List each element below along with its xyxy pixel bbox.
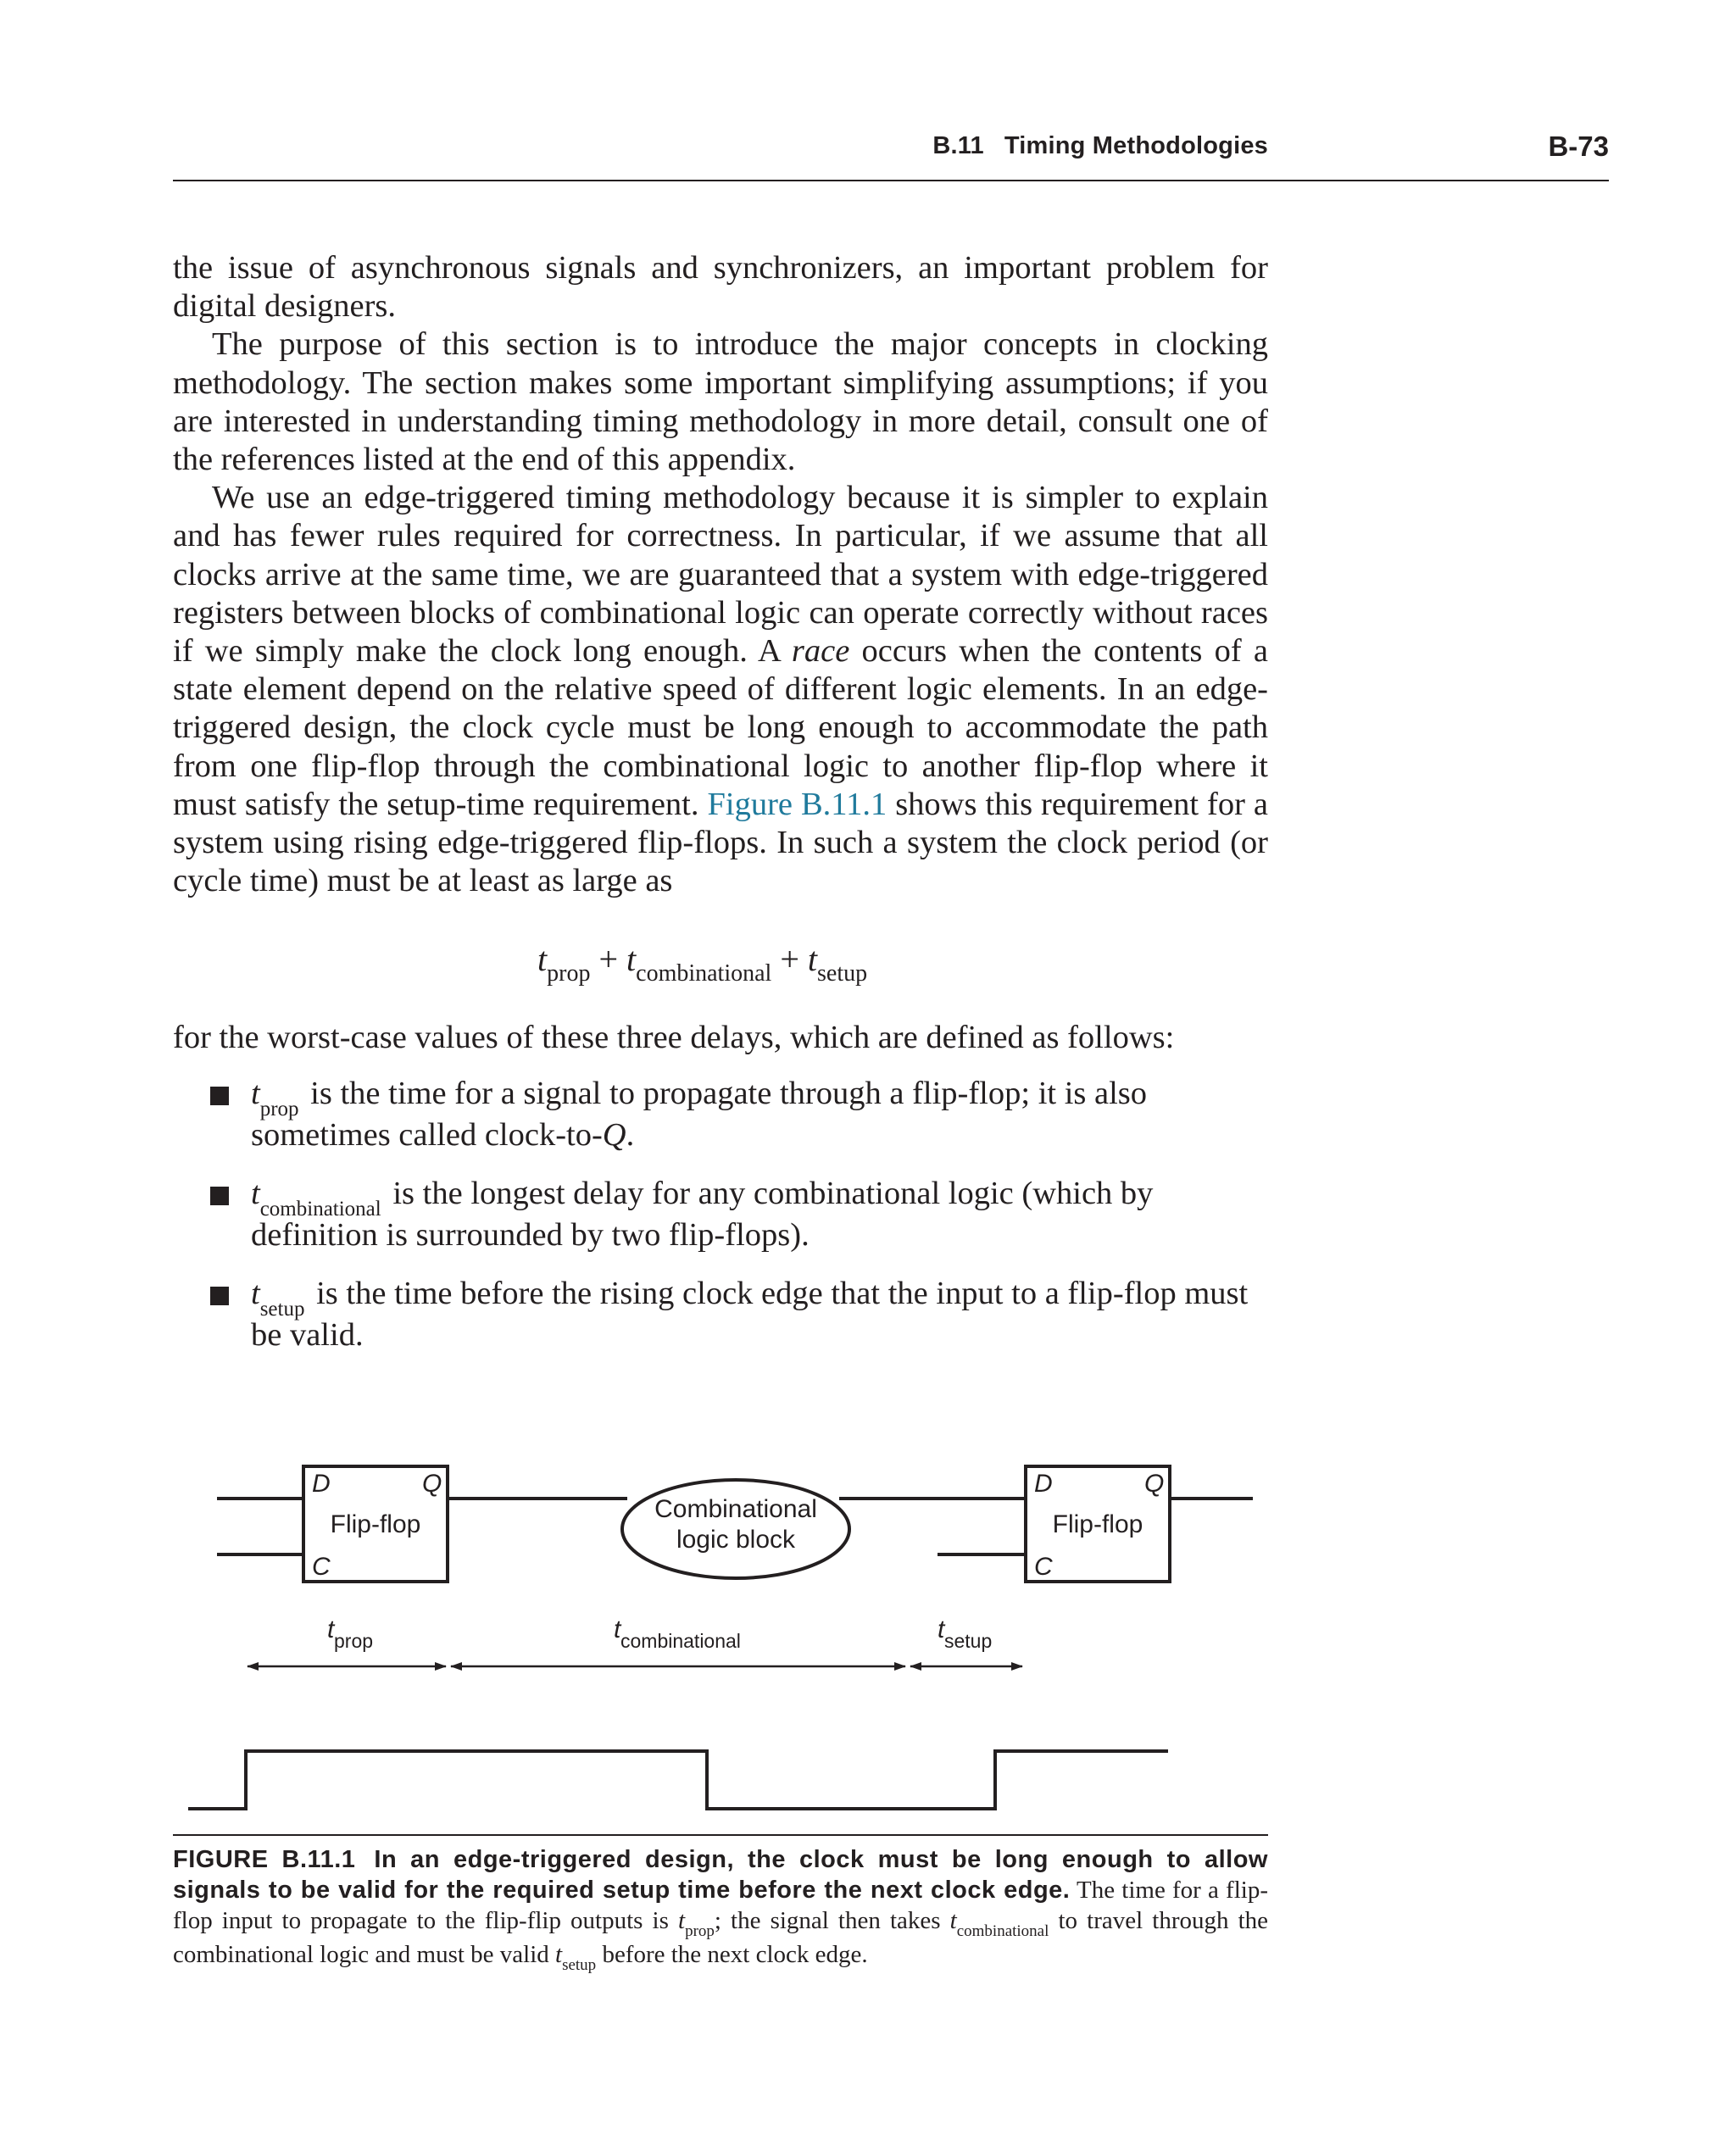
equation-plus-2: + — [780, 940, 799, 978]
equation-t-comb: t — [626, 940, 637, 978]
header-rule — [173, 180, 1609, 181]
logic-block-ellipse — [622, 1480, 849, 1578]
t-combinational-label-sub: combinational — [620, 1630, 741, 1652]
paragraph-3-text-b: occurs when the contents of a state element depend on the relative speed of different logic elements. In an edge-triggered design, the clock cycle must be long enough to accommodate the path from one flip-flop through the combinational logic to another flip-flop where it must satisfy the setup-time requirement. — [173, 633, 1268, 822]
bullet-text: is the longest delay for any combinational logic (which by definition is surrounded by two flip-flops). — [251, 1176, 1154, 1253]
paragraph-4: for the worst-case values of these three delays, which are defined as follows: — [173, 1020, 1175, 1055]
caption-figure-number: FIGURE B.11.1 — [173, 1846, 356, 1873]
caption-text-a: The time for a flip-flop input to propagate to the flip-flip outputs is — [173, 1877, 1268, 1934]
t-combinational-label-t: t — [614, 1615, 621, 1643]
caption-text-b: ; the signal then takes — [714, 1907, 950, 1934]
t-prop-label-t: t — [327, 1615, 335, 1643]
bullet-text: is the time for a signal to propagate through a flip-flop; it is also sometimes called clock-to- — [251, 1076, 1148, 1153]
t-setup-label-t: t — [938, 1615, 945, 1643]
bullet-sub: setup — [259, 1298, 305, 1321]
bullet-t: t — [251, 1176, 260, 1211]
bullet-t: t — [251, 1276, 260, 1311]
equation-sub-comb: combinational — [636, 960, 772, 987]
ff1-c-label: C — [312, 1553, 331, 1581]
page-number: B-73 — [1548, 131, 1609, 162]
bullet-square-icon — [210, 1087, 229, 1105]
ff2-q-label: Q — [1144, 1470, 1165, 1498]
ff2-box — [1026, 1466, 1170, 1582]
timing-equation — [537, 939, 868, 987]
ff1-box — [303, 1466, 448, 1582]
caption-sub-3: setup — [562, 1956, 597, 1974]
caption-sub-2: combinational — [956, 1922, 1049, 1940]
equation-sub-prop: prop — [547, 960, 591, 987]
caption-rule — [173, 1834, 1268, 1836]
section-title: Timing Methodologies — [1004, 132, 1268, 159]
section-number: B.11 — [932, 132, 984, 159]
bullet-t-prop — [173, 1075, 1268, 1154]
paragraph-3-text-a: We use an edge-triggered timing methodology because it is simpler to explain and has fewer rules required for correctness. In particular, if we assume that all clocks arrive at the same time, we are guaranteed that a system with edge-triggered registers between blocks of combinational logic can operate correctly without races if we simply make the clock long enough. A — [173, 480, 1268, 670]
running-header — [173, 129, 1609, 178]
ff1-q-label: Q — [422, 1470, 442, 1498]
caption-t-2: t — [949, 1907, 957, 1934]
caption-text-c: to travel through the combinational logic and must be valid — [173, 1907, 1268, 1968]
bullet-sub: combinational — [259, 1198, 381, 1221]
t-setup-label-sub: setup — [944, 1630, 993, 1652]
bullet-t: t — [251, 1076, 260, 1111]
bullet-end: . — [626, 1117, 635, 1153]
delay-definition-list — [173, 1075, 1268, 1375]
bullet-sub: prop — [259, 1098, 299, 1121]
paragraph-2: The purpose of this section is to introduce the major concepts in clocking methodology. The section makes some important simplifying assumptions; if you are interested in understanding timing methodology in more detail, consult one of the references listed at the end of this appendix. — [173, 326, 1268, 478]
bullet-t-combinational — [173, 1175, 1268, 1254]
logic-block-label-line-2: logic block — [676, 1526, 796, 1554]
ff2-label: Flip-flop — [1052, 1510, 1143, 1538]
equation-t-prop: t — [537, 940, 548, 978]
ff2-d-label: D — [1034, 1470, 1053, 1498]
t-prop-label-sub: prop — [334, 1630, 374, 1652]
caption-sub-1: prop — [685, 1922, 715, 1940]
paragraph-1: the issue of asynchronous signals and synchronizers, an important problem for digital designers. — [173, 250, 1268, 325]
clock-waveform — [188, 1751, 1168, 1809]
body-text — [173, 249, 1268, 900]
section-heading — [932, 132, 1268, 160]
ff1-d-label: D — [312, 1470, 331, 1498]
bullet-square-icon — [210, 1287, 229, 1305]
caption-text-d: before the next clock edge. — [596, 1941, 868, 1968]
figure-link[interactable]: Figure B.11.1 — [707, 786, 887, 822]
bullet-t-setup — [173, 1275, 1268, 1354]
ff1-label: Flip-flop — [330, 1510, 421, 1538]
paragraph-3 — [173, 479, 1268, 900]
race-term: race — [791, 633, 850, 670]
ff2-c-label: C — [1034, 1553, 1053, 1581]
bullet-text: is the time before the rising clock edge that the input to a flip-flop must be valid. — [251, 1276, 1249, 1353]
caption-t-3: t — [555, 1941, 563, 1968]
equation-t-setup: t — [807, 940, 818, 978]
caption-bold-text: In an edge-triggered design, the clock must be long enough to allow signals to be valid for the required setup time before the next clock edge. — [173, 1846, 1268, 1904]
paragraph-3-text-c: shows this requirement for a system using rising edge-triggered flip-flops. In such a system the clock period (or cycle time) must be at least as large as — [173, 786, 1268, 899]
logic-block-label-line-1: Combinational — [654, 1495, 817, 1523]
figure-caption — [173, 1844, 1268, 1973]
equation-sub-setup: setup — [817, 960, 868, 987]
caption-t-1: t — [678, 1907, 686, 1934]
bullet-q: Q — [602, 1117, 626, 1153]
bullet-square-icon — [210, 1187, 229, 1205]
equation-plus-1: + — [598, 940, 619, 978]
